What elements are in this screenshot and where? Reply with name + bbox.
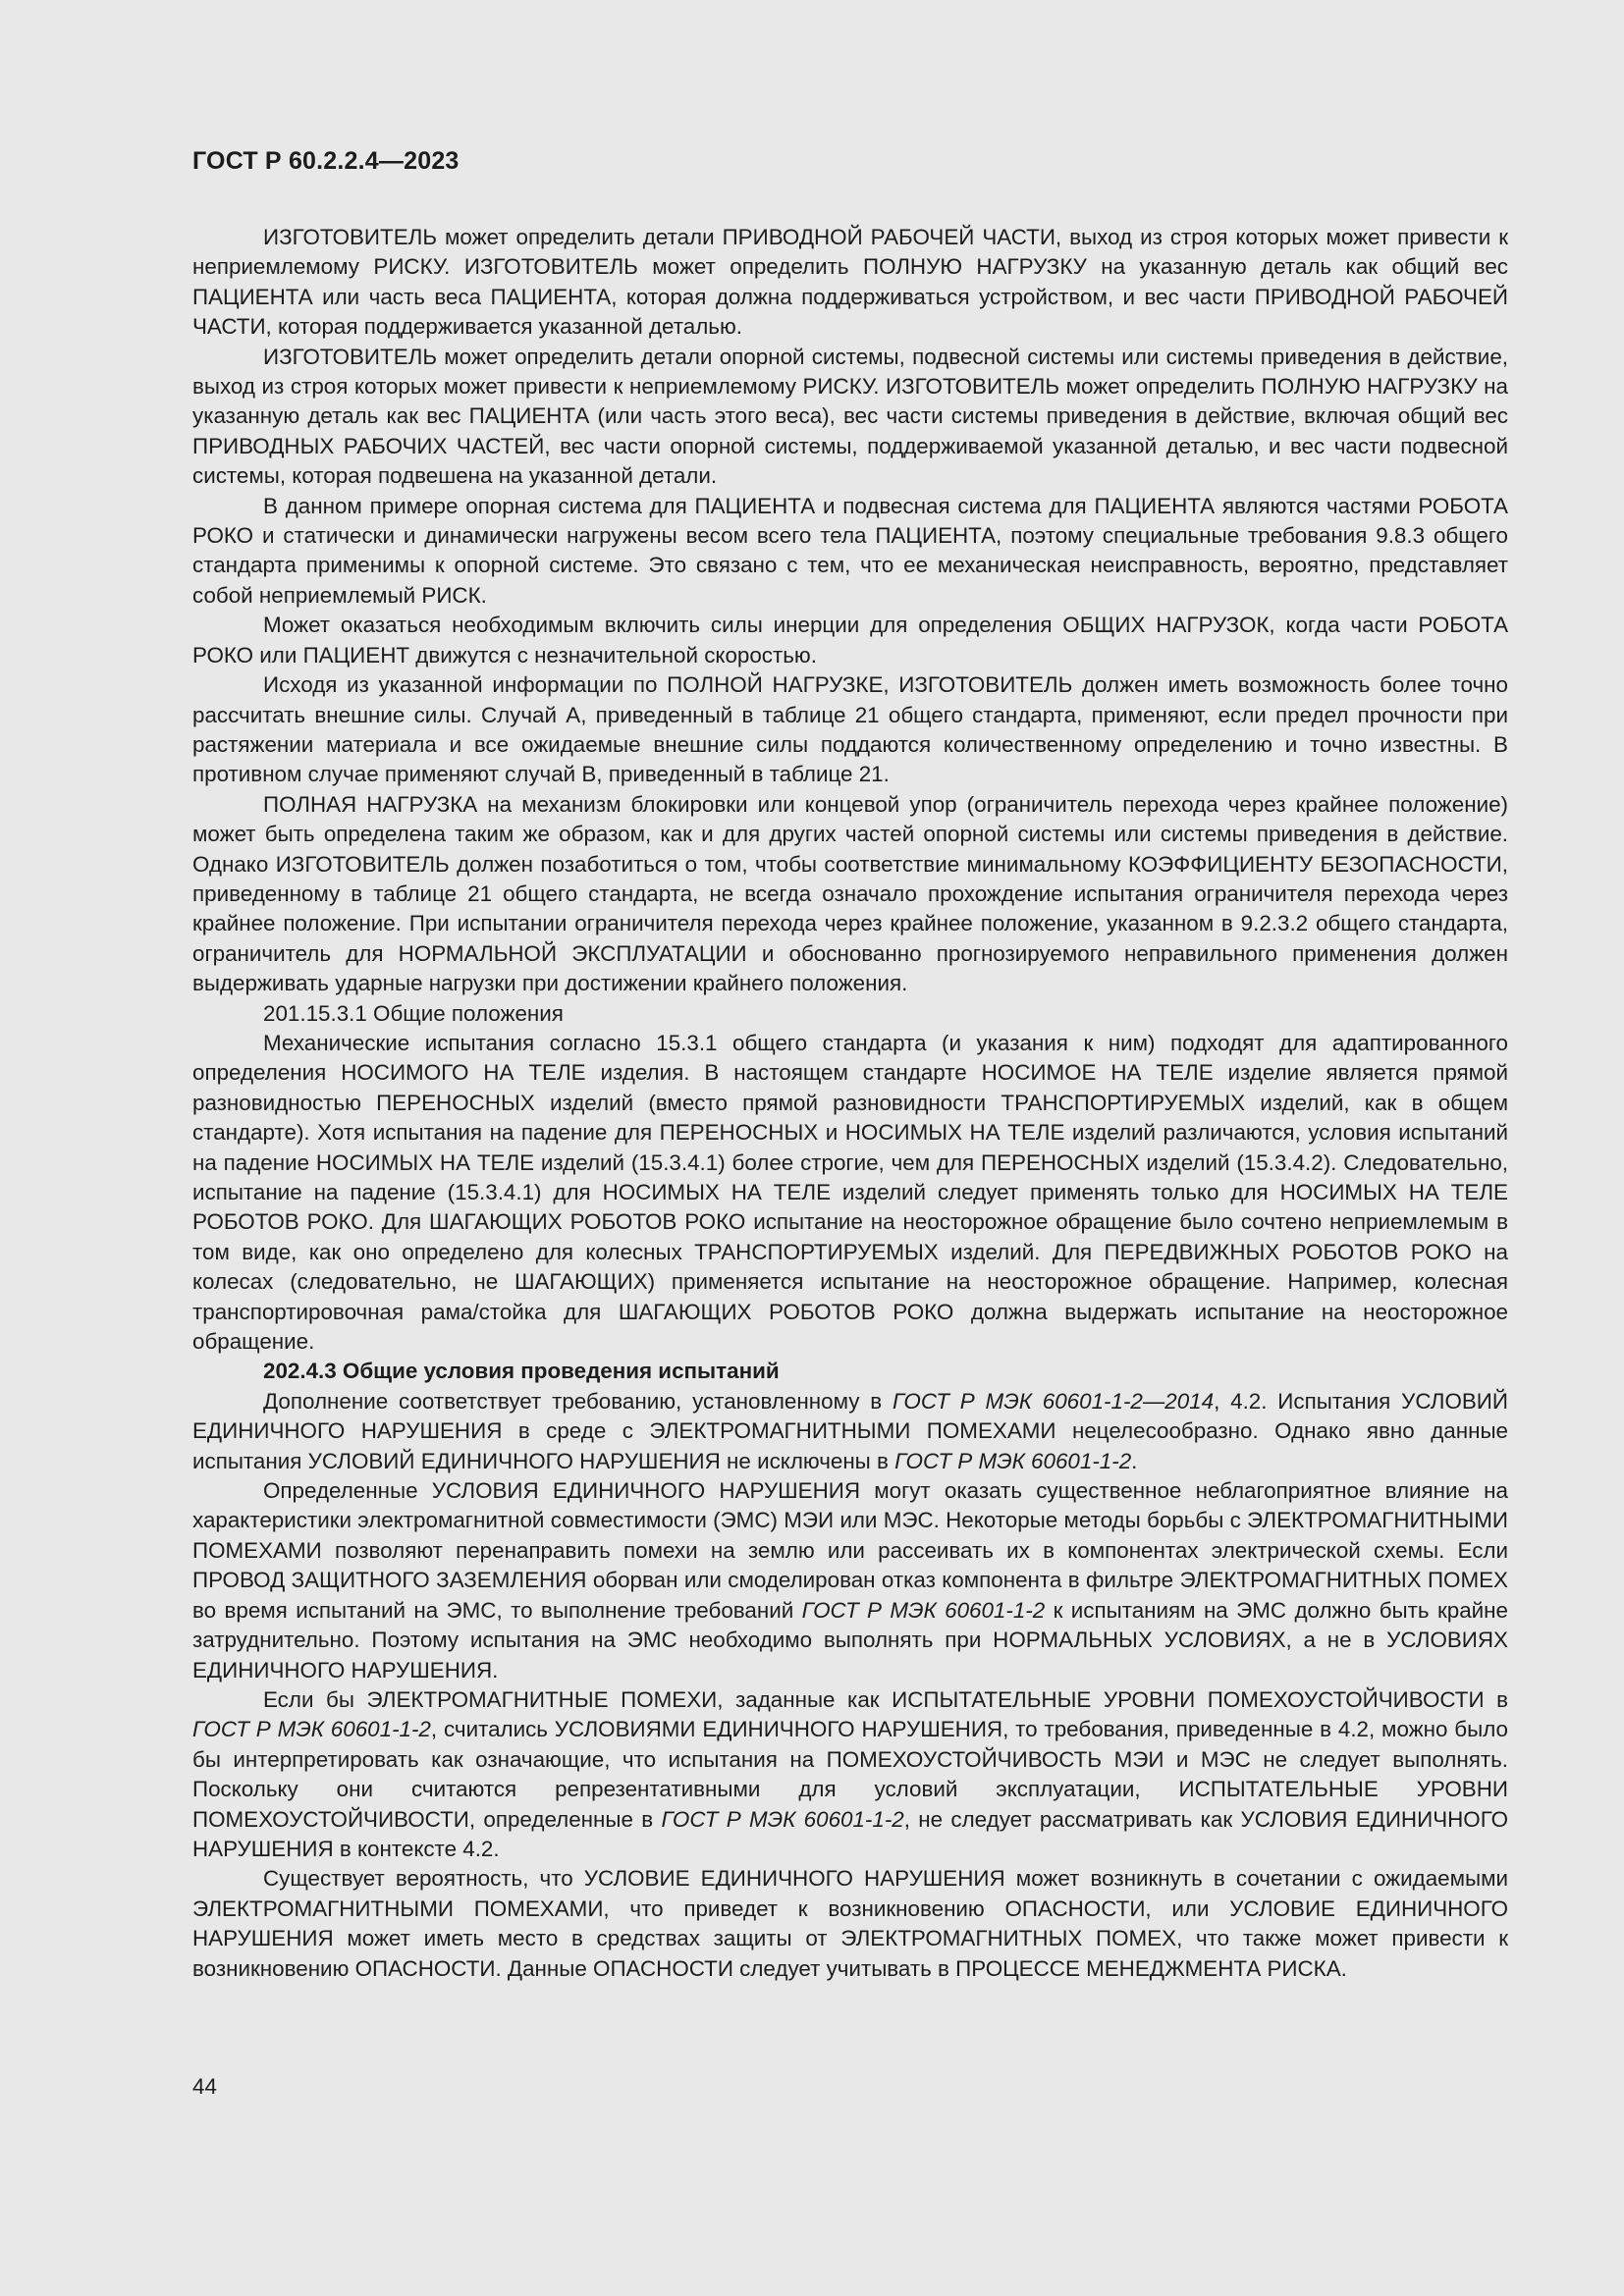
paragraph: В данном примере опорная система для ПАЦИЕНТА и подвесная система для ПАЦИЕНТА являются частями РОБОТА РОКО и статически и динамически нагружены весом всего тела ПАЦИЕНТА, поэтому специальные требования 9.8.3 общего стандарта применимы к опорной системе. Это связано с тем, что ее механическая неисправность, вероятно, представляет собой неприемлемый РИСК. (192, 493, 1508, 608)
paragraph: ПОЛНАЯ НАГРУЗКА на механизм блокировки или концевой упор (ограничитель перехода через крайнее положение) может быть определена таким же образом, как и для других частей опорной системы или системы приведения в действие. Однако ИЗГОТОВИТЕЛЬ должен позаботиться о том, чтобы соответствие минимальному КОЭФФИЦИЕНТУ БЕЗОПАСНОСТИ, приведенному в таблице 21 общего стандарта, не всегда означало прохождение испытания ограничителя перехода через крайнее положение. При испытании ограничителя перехода через крайнее положение, указанном в 9.2.3.2 общего стандарта, ограничитель для НОРМАЛЬНОЙ ЭКСПЛУАТАЦИИ и обоснованно прогнозируемого неправильного применения должен выдерживать ударные нагрузки при достижении крайнего положения. (192, 791, 1508, 996)
text-run: , 4.2. Испытания УСЛОВИЙ ЕДИНИЧНОГО НАРУШЕНИЯ в среде с ЭЛЕКТРОМАГНИТНЫМИ ПОМЕХАМИ нецелесообразно. Однако явно данные испытания УСЛОВИЙ ЕДИНИЧНОГО НАРУШЕНИЯ не исключены в (192, 1388, 1508, 1473)
paragraph: Механические испытания согласно 15.3.1 общего стандарта (и указания к ним) подходят для адаптированного определения НОСИМОГО НА ТЕЛЕ изделия. В настоящем стандарте НОСИМОЕ НА ТЕЛЕ изделие является прямой разновидностью ПЕРЕНОСНЫХ изделий (вместо прямой разновидности ТРАНСПОРТИРУЕМЫХ изделий, как в общем стандарте). Хотя испытания на падение для ПЕРЕНОСНЫХ и НОСИМЫХ НА ТЕЛЕ изделий различаются, условия испытаний на падение НОСИМЫХ НА ТЕЛЕ изделий (15.3.4.1) более строгие, чем для ПЕРЕНОСНЫХ изделий (15.3.4.2). Следовательно, испытание на падение (15.3.4.1) для НОСИМЫХ НА ТЕЛЕ изделий следует применять только для НОСИМЫХ НА ТЕЛЕ РОБОТОВ РОКО. Для ШАГАЮЩИХ РОБОТОВ РОКО испытание на неосторожное обращение было сочтено неприемлемым в том виде, как оно определено для колесных ТРАНСПОРТИРУЕМЫХ изделий. Для ПЕРЕДВИЖНЫХ РОБОТОВ РОКО на колесах (следовательно, не ШАГАЮЩИХ) применяется испытание на неосторожное обращение. Например, колесная транспортировочная рама/стойка для ШАГАЮЩИХ РОБОТОВ РОКО должна выдержать испытание на неосторожное обращение. (192, 1030, 1508, 1355)
text-run: Дополнение соответствует требованию, установленному в (263, 1388, 893, 1414)
standard-reference: ГОСТ Р МЭК 60601-1-2 (894, 1448, 1132, 1473)
standard-reference: ГОСТ Р МЭК 60601-1-2 (801, 1597, 1046, 1623)
paragraph: Существует вероятность, что УСЛОВИЕ ЕДИНИЧНОГО НАРУШЕНИЯ может возникнуть в сочетании с ожидаемыми ЭЛЕКТРОМАГНИТНЫМИ ПОМЕХАМИ, что приведет к возникновению ОПАСНОСТИ, или УСЛОВИЕ ЕДИНИЧНОГО НАРУШЕНИЯ может иметь место в средствах защиты от ЭЛЕКТРОМАГНИТНЫХ ПОМЕХ, что также может привести к возникновению ОПАСНОСТИ. Данные ОПАСНОСТИ следует учитывать в ПРОЦЕССЕ МЕНЕДЖМЕНТА РИСКА. (192, 1866, 1508, 1981)
paragraph (192, 1476, 1508, 1685)
page-number: 44 (192, 2074, 217, 2099)
text-run: . (1131, 1448, 1138, 1473)
text-run: к испытаниям на ЭМС должно быть крайне затруднительно. Поэтому испытания на ЭМС необходимо выполнять при НОРМАЛЬНЫХ УСЛОВИЯХ, а не в УСЛОВИЯХ ЕДИНИЧНОГО НАРУШЕНИЯ. (192, 1597, 1508, 1682)
text-run: Если бы ЭЛЕКТРОМАГНИТНЫЕ ПОМЕХИ, заданные как ИСПЫТАТЕЛЬНЫЕ УРОВНИ ПОМЕХОУСТОЙЧИВОСТИ в (263, 1686, 1508, 1712)
standard-reference: ГОСТ Р МЭК 60601-1-2 (192, 1717, 431, 1742)
subsection-heading: 201.15.3.1 Общие положения (263, 1000, 564, 1026)
text-run: , считались УСЛОВИЯМИ ЕДИНИЧНОГО НАРУШЕНИЯ, то требования, приведенные в 4.2, можно было бы интерпретировать как означающие, что испытания на ПОМЕХОУСТОЙЧИВОСТЬ МЭИ и МЭС не следует выполнять. Поскольку они считаются репрезентативными для условий эксплуатации, ИСПЫТАТЕЛЬНЫЕ УРОВНИ ПОМЕХОУСТОЙЧИВОСТИ, определенные в (192, 1717, 1508, 1832)
document-body (192, 223, 1508, 1984)
text-run: Определенные УСЛОВИЯ ЕДИНИЧНОГО НАРУШЕНИЯ могут оказать существенное неблагоприятное влияние на характеристики электромагнитной совместимости (ЭМС) МЭИ или МЭС. Некоторые методы борьбы с ЭЛЕКТРОМАГНИТНЫМИ ПОМЕХАМИ позволяют перенаправить помехи на землю или рассеивать их в компонентах электрической схемы. Если ПРОВОД ЗАЩИТНОГО ЗАЗЕМЛЕНИЯ оборван или смоделирован отказ компонента в фильтре ЭЛЕКТРОМАГНИТНЫХ ПОМЕХ во время испытаний на ЭМС, то выполнение требований (192, 1478, 1508, 1623)
paragraph: Может оказаться необходимым включить силы инерции для определения ОБЩИХ НАГРУЗОК, когда части РОБОТА РОКО или ПАЦИЕНТ движутся с незначительной скоростью. (192, 613, 1508, 667)
text-run: , не следует рассматривать как УСЛОВИЯ ЕДИНИЧНОГО НАРУШЕНИЯ в контексте 4.2. (192, 1806, 1508, 1861)
section-heading: 202.4.3 Общие условия проведения испытаний (263, 1359, 780, 1384)
standard-reference: ГОСТ Р МЭК 60601-1-2 (661, 1806, 904, 1832)
document-header: ГОСТ Р 60.2.2.4—2023 (192, 147, 460, 175)
paragraph: ИЗГОТОВИТЕЛЬ может определить детали опорной системы, подвесной системы или системы приведения в действие, выход из строя которых может привести к неприемлемому РИСКУ. ИЗГОТОВИТЕЛЬ может определить ПОЛНУЮ НАГРУЗКУ на указанную деталь как вес ПАЦИЕНТА (или часть этого веса), вес части системы приведения в действие, включая общий вес ПРИВОДНЫХ РАБОЧИХ ЧАСТЕЙ, вес части опорной системы, поддерживаемой указанной деталью, и вес части подвесной системы, которая подвешена на указанной детали. (192, 344, 1508, 489)
standard-reference: ГОСТ Р МЭК 60601-1-2—2014 (892, 1388, 1215, 1414)
paragraph (192, 1387, 1508, 1476)
paragraph (192, 1685, 1508, 1864)
paragraph: ИЗГОТОВИТЕЛЬ может определить детали ПРИВОДНОЙ РАБОЧЕЙ ЧАСТИ, выход из строя которых может привести к неприемлемому РИСКУ. ИЗГОТОВИТЕЛЬ может определить ПОЛНУЮ НАГРУЗКУ на указанную деталь как общий вес ПАЦИЕНТА или часть веса ПАЦИЕНТА, которая должна поддерживаться устройством, и вес части ПРИВОДНОЙ РАБОЧЕЙ ЧАСТИ, которая поддерживается указанной деталью. (192, 225, 1508, 340)
paragraph: Исходя из указанной информации по ПОЛНОЙ НАГРУЗКЕ, ИЗГОТОВИТЕЛЬ должен иметь возможность более точно рассчитать внешние силы. Случай А, приведенный в таблице 21 общего стандарта, применяют, если предел прочности при растяжении материала и все ожидаемые внешние силы поддаются количественному определению и точно известны. В противном случае применяют случай В, приведенный в таблице 21. (192, 672, 1508, 787)
